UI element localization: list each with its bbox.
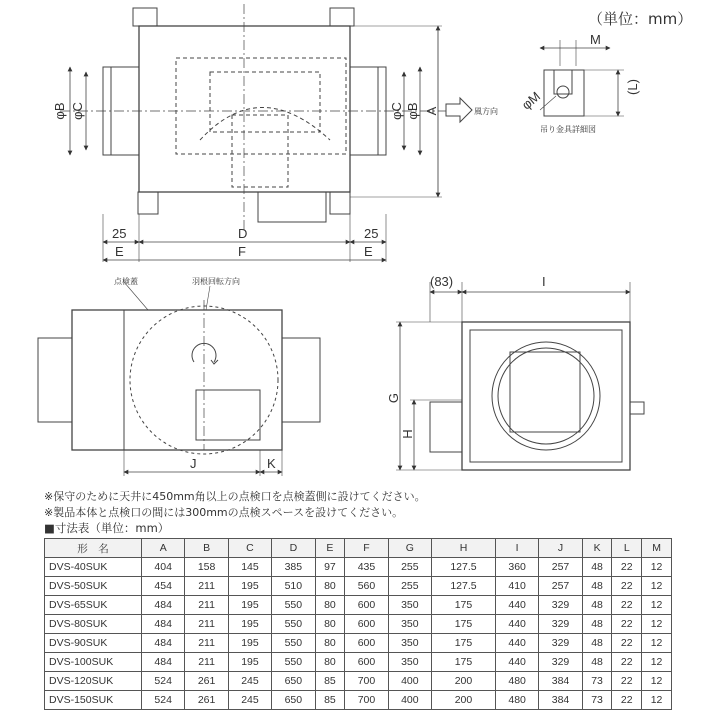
value-cell: 255 (388, 558, 431, 577)
inspection-cover-label: 点検蓋 (114, 277, 138, 286)
airflow-label: 風方向 (474, 107, 498, 116)
table-row (45, 672, 672, 691)
bottom-view (38, 282, 320, 476)
dim-label-E-left: E (115, 244, 124, 259)
value-cell: 484 (142, 596, 185, 615)
table-header: K (582, 539, 612, 558)
model-cell: DVS-120SUK (45, 672, 142, 691)
value-cell: 175 (432, 634, 496, 653)
table-header: E (315, 539, 345, 558)
value-cell: 385 (272, 558, 315, 577)
dim-label-83: (83) (430, 274, 454, 289)
dim-label-F: F (238, 244, 246, 259)
dim-label-H: H (400, 429, 415, 439)
value-cell: 195 (228, 615, 271, 634)
value-cell: 200 (432, 691, 496, 710)
value-cell: 175 (432, 596, 496, 615)
value-cell: 211 (185, 596, 228, 615)
table-header: M (642, 539, 672, 558)
table-header: G (388, 539, 431, 558)
value-cell: 384 (539, 691, 582, 710)
value-cell: 97 (315, 558, 345, 577)
value-cell: 350 (388, 653, 431, 672)
value-cell: 440 (495, 653, 538, 672)
table-header-row (45, 539, 672, 558)
value-cell: 550 (272, 653, 315, 672)
value-cell: 261 (185, 691, 228, 710)
fan-body-bottom (72, 310, 282, 450)
value-cell: 85 (315, 691, 345, 710)
dim-label-K: K (267, 456, 276, 471)
value-cell: 484 (142, 653, 185, 672)
value-cell: 22 (612, 577, 642, 596)
value-cell: 211 (185, 653, 228, 672)
value-cell: 12 (642, 577, 672, 596)
model-cell: DVS-100SUK (45, 653, 142, 672)
value-cell: 73 (582, 672, 612, 691)
value-cell: 80 (315, 577, 345, 596)
model-cell: DVS-65SUK (45, 596, 142, 615)
table-row (45, 691, 672, 710)
dim-label-E-right: E (364, 244, 373, 259)
value-cell: 400 (388, 672, 431, 691)
value-cell: 404 (142, 558, 185, 577)
value-cell: 195 (228, 653, 271, 672)
value-cell: 560 (345, 577, 388, 596)
value-cell: 329 (539, 615, 582, 634)
table-header: B (185, 539, 228, 558)
value-cell: 12 (642, 596, 672, 615)
value-cell: 12 (642, 634, 672, 653)
dim-label-D: D (238, 226, 248, 241)
value-cell: 22 (612, 596, 642, 615)
dim-label-25-left: 25 (112, 226, 127, 241)
value-cell: 550 (272, 634, 315, 653)
rotation-label: 羽根回転方向 (192, 277, 240, 286)
value-cell: 245 (228, 691, 271, 710)
value-cell: 211 (185, 615, 228, 634)
dimension-table (44, 538, 672, 710)
value-cell: 195 (228, 577, 271, 596)
value-cell: 440 (495, 596, 538, 615)
dim-label-G: G (386, 392, 401, 404)
value-cell: 22 (612, 558, 642, 577)
table-row (45, 653, 672, 672)
value-cell: 12 (642, 615, 672, 634)
model-cell: DVS-150SUK (45, 691, 142, 710)
value-cell: 257 (539, 577, 582, 596)
unit-label: （単位：mm） (588, 10, 693, 28)
value-cell: 650 (272, 691, 315, 710)
value-cell: 145 (228, 558, 271, 577)
value-cell: 80 (315, 653, 345, 672)
value-cell: 480 (495, 691, 538, 710)
fan-body-top (139, 26, 350, 192)
value-cell: 600 (345, 615, 388, 634)
value-cell: 261 (185, 672, 228, 691)
value-cell: 22 (612, 653, 642, 672)
value-cell: 510 (272, 577, 315, 596)
model-cell: DVS-90SUK (45, 634, 142, 653)
table-body (45, 558, 672, 710)
value-cell: 350 (388, 634, 431, 653)
value-cell: 12 (642, 672, 672, 691)
value-cell: 48 (582, 596, 612, 615)
top-bracket (133, 8, 157, 26)
dim-label-phiB-right: φB (405, 102, 420, 120)
bottom-bracket (330, 192, 350, 214)
table-header: A (142, 539, 185, 558)
value-cell: 80 (315, 615, 345, 634)
value-cell: 484 (142, 615, 185, 634)
value-cell: 650 (272, 672, 315, 691)
value-cell: 80 (315, 634, 345, 653)
table-row (45, 634, 672, 653)
value-cell: 600 (345, 653, 388, 672)
table-title: ■寸法表（単位：mm） (44, 521, 170, 535)
value-cell: 384 (539, 672, 582, 691)
dim-label-phiC-right: φC (389, 102, 404, 120)
value-cell: 211 (185, 577, 228, 596)
value-cell: 22 (612, 634, 642, 653)
value-cell: 48 (582, 577, 612, 596)
value-cell: 257 (539, 558, 582, 577)
value-cell: 48 (582, 653, 612, 672)
value-cell: 480 (495, 672, 538, 691)
dim-label-phiB-left: φB (52, 102, 67, 120)
hanger-label-M: M (590, 32, 601, 47)
value-cell: 700 (345, 691, 388, 710)
table-header: D (272, 539, 315, 558)
table-header: H (432, 539, 496, 558)
value-cell: 329 (539, 634, 582, 653)
dim-label-phiC-left: φC (70, 102, 85, 120)
value-cell: 211 (185, 634, 228, 653)
value-cell: 200 (432, 672, 496, 691)
value-cell: 700 (345, 672, 388, 691)
value-cell: 255 (388, 577, 431, 596)
value-cell: 12 (642, 691, 672, 710)
hanger-detail (540, 40, 624, 116)
bottom-bracket (138, 192, 158, 214)
value-cell: 400 (388, 691, 431, 710)
value-cell: 158 (185, 558, 228, 577)
value-cell: 80 (315, 596, 345, 615)
value-cell: 48 (582, 615, 612, 634)
value-cell: 175 (432, 615, 496, 634)
value-cell: 48 (582, 634, 612, 653)
model-cell: DVS-40SUK (45, 558, 142, 577)
dim-label-A: A (424, 106, 439, 116)
table-row (45, 615, 672, 634)
side-view (396, 282, 644, 470)
value-cell: 85 (315, 672, 345, 691)
table-header: J (539, 539, 582, 558)
model-cell: DVS-50SUK (45, 577, 142, 596)
value-cell: 350 (388, 615, 431, 634)
value-cell: 550 (272, 615, 315, 634)
table-header: F (345, 539, 388, 558)
table-header: L (612, 539, 642, 558)
note-1: ※保守のために天井に450mm角以上の点検口を点検蓋側に設けてください。 (44, 490, 426, 503)
value-cell: 600 (345, 634, 388, 653)
value-cell: 127.5 (432, 577, 496, 596)
dim-label-I: I (542, 274, 546, 289)
dim-label-J: J (190, 456, 197, 471)
value-cell: 12 (642, 558, 672, 577)
value-cell: 329 (539, 653, 582, 672)
table-header: C (228, 539, 271, 558)
value-cell: 440 (495, 634, 538, 653)
value-cell: 454 (142, 577, 185, 596)
value-cell: 127.5 (432, 558, 496, 577)
value-cell: 22 (612, 691, 642, 710)
hanger-label-phiM: φM (518, 88, 544, 113)
table-row (45, 596, 672, 615)
value-cell: 73 (582, 691, 612, 710)
value-cell: 410 (495, 577, 538, 596)
table-row (45, 558, 672, 577)
dim-label-25-right: 25 (364, 226, 379, 241)
value-cell: 245 (228, 672, 271, 691)
value-cell: 350 (388, 596, 431, 615)
value-cell: 329 (539, 596, 582, 615)
value-cell: 175 (432, 653, 496, 672)
hanger-label-L: (L) (625, 79, 640, 95)
value-cell: 195 (228, 596, 271, 615)
table-row (45, 577, 672, 596)
hanger-caption: 吊り金具詳細図 (540, 125, 596, 134)
value-cell: 12 (642, 653, 672, 672)
value-cell: 524 (142, 672, 185, 691)
model-cell: DVS-80SUK (45, 615, 142, 634)
value-cell: 524 (142, 691, 185, 710)
fan-body-side (462, 322, 630, 470)
value-cell: 435 (345, 558, 388, 577)
value-cell: 484 (142, 634, 185, 653)
value-cell: 360 (495, 558, 538, 577)
table-header: 形 名 (45, 539, 142, 558)
value-cell: 550 (272, 596, 315, 615)
value-cell: 600 (345, 596, 388, 615)
table-header: I (495, 539, 538, 558)
value-cell: 440 (495, 615, 538, 634)
value-cell: 195 (228, 634, 271, 653)
top-view (60, 4, 472, 262)
value-cell: 22 (612, 672, 642, 691)
top-bracket (330, 8, 354, 26)
value-cell: 48 (582, 558, 612, 577)
note-2: ※製品本体と点検口の間には300mmの点検スペースを設けてください。 (44, 506, 404, 519)
value-cell: 22 (612, 615, 642, 634)
airflow-arrow-icon (446, 98, 472, 122)
